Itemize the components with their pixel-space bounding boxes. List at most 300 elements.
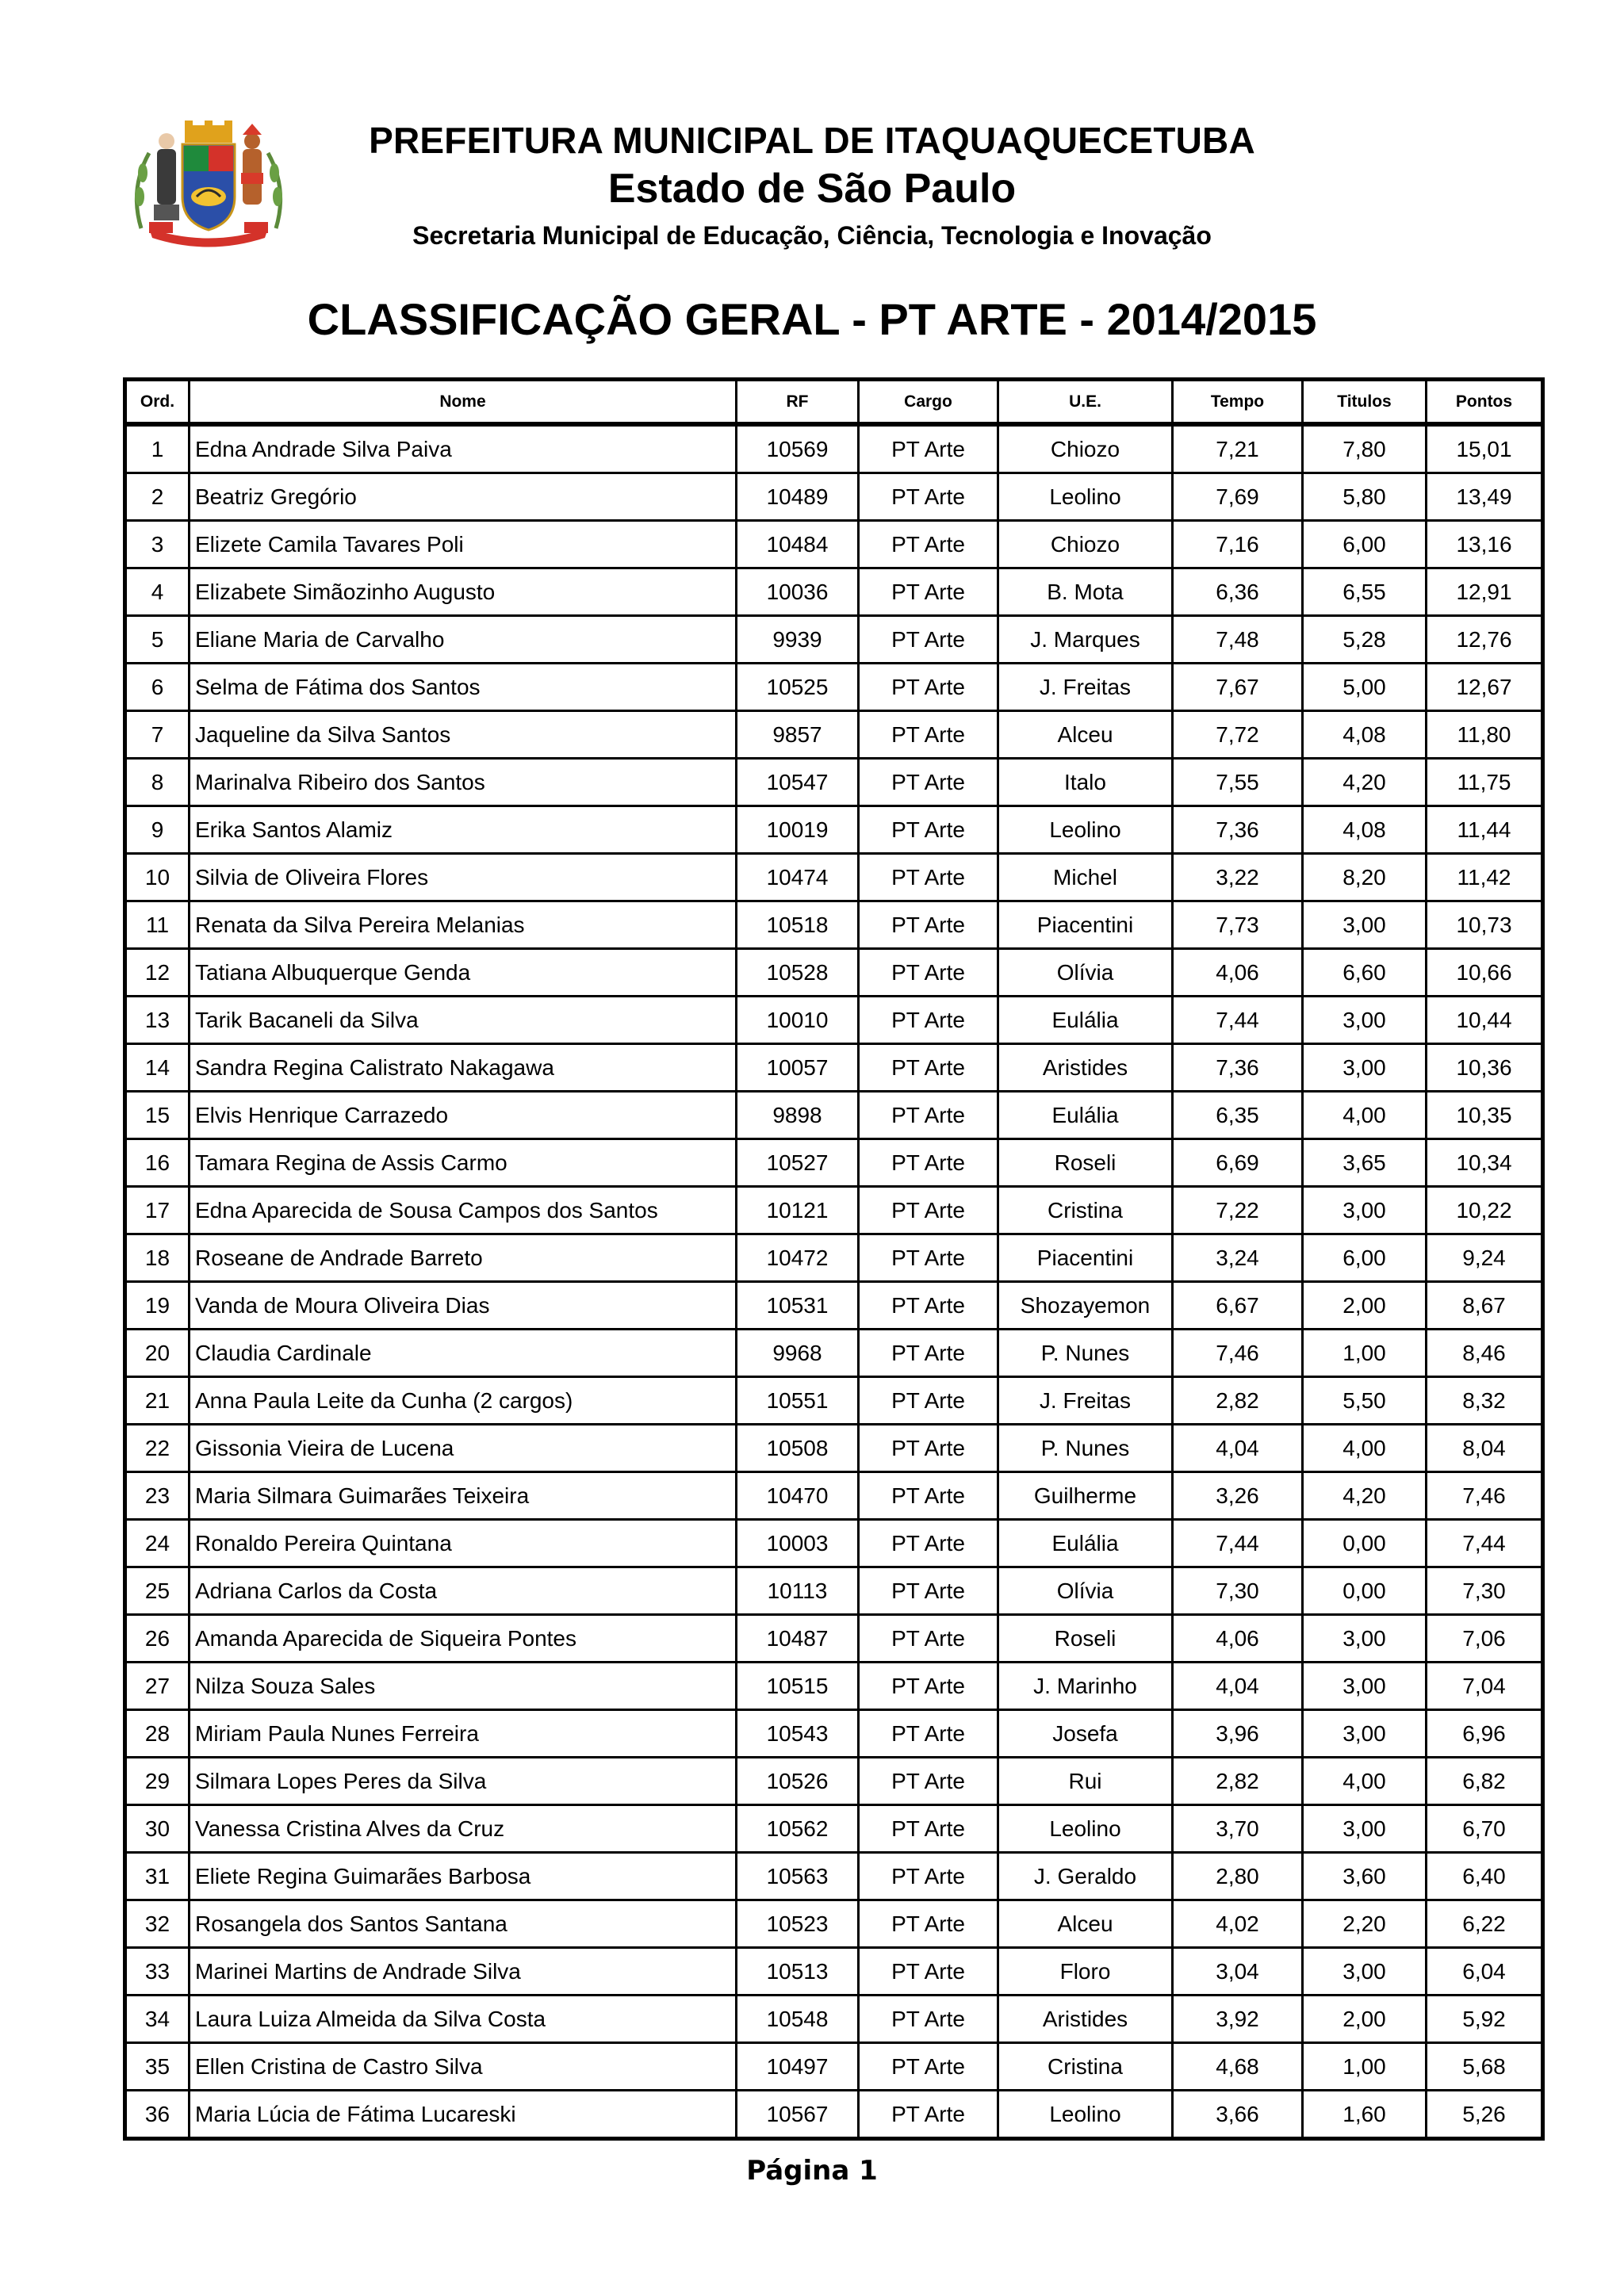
table-row	[125, 1663, 1543, 1710]
cell-tempo: 4,04	[1173, 1663, 1303, 1710]
page-number: Página 1	[746, 2155, 878, 2187]
cell-cargo: PT Arte	[859, 806, 998, 854]
cell-ord: 16	[125, 1139, 190, 1187]
cell-ord: 29	[125, 1758, 190, 1805]
cell-ord: 10	[125, 854, 190, 901]
cell-ord: 32	[125, 1900, 190, 1948]
cell-pontos: 8,67	[1427, 1282, 1543, 1330]
cell-titulos: 6,60	[1303, 949, 1427, 997]
cell-pontos: 13,16	[1427, 521, 1543, 568]
cell-ue: Guilherme	[998, 1472, 1173, 1520]
cell-titulos: 3,00	[1303, 1187, 1427, 1234]
table-row	[125, 1710, 1543, 1758]
cell-nome: Gissonia Vieira de Lucena	[190, 1425, 737, 1472]
column-header-nome: Nome	[190, 380, 737, 425]
cell-titulos: 0,00	[1303, 1567, 1427, 1615]
cell-titulos: 3,00	[1303, 1615, 1427, 1663]
cell-ue: Italo	[998, 759, 1173, 806]
cell-ord: 3	[125, 521, 190, 568]
cell-titulos: 3,00	[1303, 1663, 1427, 1710]
cell-tempo: 4,06	[1173, 949, 1303, 997]
cell-nome: Roseane de Andrade Barreto	[190, 1234, 737, 1282]
cell-tempo: 6,67	[1173, 1282, 1303, 1330]
cell-nome: Eliete Regina Guimarães Barbosa	[190, 1853, 737, 1900]
cell-pontos: 5,26	[1427, 2091, 1543, 2139]
cell-pontos: 5,68	[1427, 2043, 1543, 2091]
cell-pontos: 15,01	[1427, 424, 1543, 473]
state-name: Estado de São Paulo	[607, 166, 1017, 212]
cell-cargo: PT Arte	[859, 1615, 998, 1663]
cell-ue: Leolino	[998, 2091, 1173, 2139]
cell-ue: P. Nunes	[998, 1425, 1173, 1472]
cell-titulos: 4,20	[1303, 1472, 1427, 1520]
cell-pontos: 11,75	[1427, 759, 1543, 806]
cell-titulos: 3,60	[1303, 1853, 1427, 1900]
cell-cargo: PT Arte	[859, 1187, 998, 1234]
column-header-ue: U.E.	[998, 380, 1173, 425]
cell-nome: Silmara Lopes Peres da Silva	[190, 1758, 737, 1805]
cell-pontos: 13,49	[1427, 473, 1543, 521]
cell-cargo: PT Arte	[859, 1425, 998, 1472]
table-row	[125, 1377, 1543, 1425]
cell-cargo: PT Arte	[859, 1377, 998, 1425]
cell-ue: B. Mota	[998, 568, 1173, 616]
cell-tempo: 7,22	[1173, 1187, 1303, 1234]
cell-ue: Eulália	[998, 1092, 1173, 1139]
cell-tempo: 3,96	[1173, 1710, 1303, 1758]
cell-rf: 9968	[737, 1330, 859, 1377]
cell-ue: Piacentini	[998, 901, 1173, 949]
table-row	[125, 1330, 1543, 1377]
cell-rf: 10547	[737, 759, 859, 806]
cell-ord: 11	[125, 901, 190, 949]
cell-pontos: 7,44	[1427, 1520, 1543, 1567]
table-row	[125, 1282, 1543, 1330]
column-header-ord: Ord.	[125, 380, 190, 425]
table-row	[125, 1996, 1543, 2043]
cell-rf: 10036	[737, 568, 859, 616]
cell-titulos: 3,00	[1303, 1710, 1427, 1758]
cell-cargo: PT Arte	[859, 949, 998, 997]
cell-titulos: 3,00	[1303, 1948, 1427, 1996]
cell-nome: Miriam Paula Nunes Ferreira	[190, 1710, 737, 1758]
table-row	[125, 901, 1543, 949]
table-row	[125, 1805, 1543, 1853]
cell-nome: Anna Paula Leite da Cunha (2 cargos)	[190, 1377, 737, 1425]
cell-ue: P. Nunes	[998, 1330, 1173, 1377]
cell-rf: 10474	[737, 854, 859, 901]
table-row	[125, 1139, 1543, 1187]
cell-ord: 9	[125, 806, 190, 854]
municipality-name: PREFEITURA MUNICIPAL DE ITAQUAQUECETUBA	[369, 120, 1255, 161]
cell-pontos: 6,04	[1427, 1948, 1543, 1996]
table-row	[125, 1092, 1543, 1139]
cell-rf: 10531	[737, 1282, 859, 1330]
cell-cargo: PT Arte	[859, 1139, 998, 1187]
cell-ord: 18	[125, 1234, 190, 1282]
cell-rf: 10010	[737, 997, 859, 1044]
cell-cargo: PT Arte	[859, 664, 998, 711]
cell-pontos: 7,30	[1427, 1567, 1543, 1615]
table-row	[125, 2091, 1543, 2139]
cell-ord: 25	[125, 1567, 190, 1615]
cell-titulos: 3,65	[1303, 1139, 1427, 1187]
cell-ord: 36	[125, 2091, 190, 2139]
cell-tempo: 3,70	[1173, 1805, 1303, 1853]
cell-nome: Nilza Souza Sales	[190, 1663, 737, 1710]
table-row	[125, 1425, 1543, 1472]
table-row	[125, 664, 1543, 711]
cell-pontos: 10,22	[1427, 1187, 1543, 1234]
cell-titulos: 3,00	[1303, 1805, 1427, 1853]
cell-nome: Eliane Maria de Carvalho	[190, 616, 737, 664]
cell-nome: Laura Luiza Almeida da Silva Costa	[190, 1996, 737, 2043]
cell-ue: Cristina	[998, 2043, 1173, 2091]
cell-titulos: 5,50	[1303, 1377, 1427, 1425]
cell-rf: 10113	[737, 1567, 859, 1615]
cell-titulos: 4,08	[1303, 711, 1427, 759]
table-row	[125, 759, 1543, 806]
column-header-cargo: Cargo	[859, 380, 998, 425]
cell-ord: 24	[125, 1520, 190, 1567]
cell-ord: 35	[125, 2043, 190, 2091]
cell-cargo: PT Arte	[859, 1663, 998, 1710]
cell-cargo: PT Arte	[859, 1092, 998, 1139]
cell-pontos: 6,96	[1427, 1710, 1543, 1758]
cell-cargo: PT Arte	[859, 1282, 998, 1330]
cell-ue: Olívia	[998, 1567, 1173, 1615]
cell-cargo: PT Arte	[859, 901, 998, 949]
cell-tempo: 7,30	[1173, 1567, 1303, 1615]
cell-nome: Marinei Martins de Andrade Silva	[190, 1948, 737, 1996]
cell-pontos: 10,35	[1427, 1092, 1543, 1139]
cell-titulos: 2,00	[1303, 1282, 1427, 1330]
cell-tempo: 7,21	[1173, 424, 1303, 473]
cell-tempo: 7,72	[1173, 711, 1303, 759]
cell-nome: Beatriz Gregório	[190, 473, 737, 521]
cell-pontos: 10,66	[1427, 949, 1543, 997]
cell-ord: 4	[125, 568, 190, 616]
cell-rf: 10489	[737, 473, 859, 521]
cell-ord: 8	[125, 759, 190, 806]
cell-titulos: 1,60	[1303, 2091, 1427, 2139]
cell-tempo: 6,35	[1173, 1092, 1303, 1139]
cell-ord: 6	[125, 664, 190, 711]
cell-tempo: 7,36	[1173, 1044, 1303, 1092]
cell-rf: 10525	[737, 664, 859, 711]
cell-cargo: PT Arte	[859, 1330, 998, 1377]
cell-rf: 10518	[737, 901, 859, 949]
cell-titulos: 4,00	[1303, 1425, 1427, 1472]
cell-rf: 9857	[737, 711, 859, 759]
cell-nome: Tatiana Albuquerque Genda	[190, 949, 737, 997]
cell-rf: 10562	[737, 1805, 859, 1853]
column-header-tempo: Tempo	[1173, 380, 1303, 425]
cell-ord: 13	[125, 997, 190, 1044]
cell-cargo: PT Arte	[859, 759, 998, 806]
cell-ue: J. Geraldo	[998, 1853, 1173, 1900]
cell-ue: J. Freitas	[998, 1377, 1173, 1425]
cell-nome: Adriana Carlos da Costa	[190, 1567, 737, 1615]
cell-ue: J. Marinho	[998, 1663, 1173, 1710]
cell-pontos: 9,24	[1427, 1234, 1543, 1282]
cell-ord: 26	[125, 1615, 190, 1663]
cell-tempo: 4,02	[1173, 1900, 1303, 1948]
document-title: CLASSIFICAÇÃO GERAL - PT ARTE - 2014/2015	[307, 294, 1317, 344]
cell-ue: Leolino	[998, 1805, 1173, 1853]
cell-ue: J. Marques	[998, 616, 1173, 664]
cell-cargo: PT Arte	[859, 1948, 998, 1996]
cell-cargo: PT Arte	[859, 854, 998, 901]
cell-pontos: 11,44	[1427, 806, 1543, 854]
table-row	[125, 1187, 1543, 1234]
cell-ue: Chiozo	[998, 521, 1173, 568]
cell-rf: 10121	[737, 1187, 859, 1234]
cell-ord: 27	[125, 1663, 190, 1710]
cell-rf: 10563	[737, 1853, 859, 1900]
column-header-rf: RF	[737, 380, 859, 425]
cell-nome: Silvia de Oliveira Flores	[190, 854, 737, 901]
cell-ue: Aristides	[998, 1996, 1173, 2043]
cell-rf: 10523	[737, 1900, 859, 1948]
cell-pontos: 8,04	[1427, 1425, 1543, 1472]
cell-nome: Sandra Regina Calistrato Nakagawa	[190, 1044, 737, 1092]
cell-nome: Rosangela dos Santos Santana	[190, 1900, 737, 1948]
cell-ue: Roseli	[998, 1615, 1173, 1663]
cell-titulos: 6,00	[1303, 1234, 1427, 1282]
table-row	[125, 1758, 1543, 1805]
cell-nome: Edna Andrade Silva Paiva	[190, 424, 737, 473]
cell-ue: Roseli	[998, 1139, 1173, 1187]
table-row	[125, 1615, 1543, 1663]
cell-titulos: 2,20	[1303, 1900, 1427, 1948]
cell-nome: Jaqueline da Silva Santos	[190, 711, 737, 759]
cell-tempo: 6,36	[1173, 568, 1303, 616]
cell-pontos: 6,40	[1427, 1853, 1543, 1900]
cell-ord: 1	[125, 424, 190, 473]
cell-ord: 2	[125, 473, 190, 521]
cell-tempo: 7,44	[1173, 1520, 1303, 1567]
secretariat-name: Secretaria Municipal de Educação, Ciência, Tecnologia e Inovação	[412, 221, 1212, 250]
cell-cargo: PT Arte	[859, 473, 998, 521]
cell-pontos: 7,06	[1427, 1615, 1543, 1663]
cell-rf: 9939	[737, 616, 859, 664]
cell-pontos: 6,22	[1427, 1900, 1543, 1948]
cell-titulos: 5,00	[1303, 664, 1427, 711]
cell-rf: 10526	[737, 1758, 859, 1805]
cell-nome: Elizete Camila Tavares Poli	[190, 521, 737, 568]
column-header-pontos: Pontos	[1427, 380, 1543, 425]
cell-tempo: 3,26	[1173, 1472, 1303, 1520]
cell-ord: 30	[125, 1805, 190, 1853]
table-row	[125, 1853, 1543, 1900]
cell-rf: 10543	[737, 1710, 859, 1758]
cell-rf: 10472	[737, 1234, 859, 1282]
cell-ue: Michel	[998, 854, 1173, 901]
cell-ord: 31	[125, 1853, 190, 1900]
cell-ord: 21	[125, 1377, 190, 1425]
table-row	[125, 568, 1543, 616]
cell-ue: Floro	[998, 1948, 1173, 1996]
cell-tempo: 7,69	[1173, 473, 1303, 521]
cell-tempo: 3,04	[1173, 1948, 1303, 1996]
cell-ue: Eulália	[998, 997, 1173, 1044]
cell-ue: Leolino	[998, 473, 1173, 521]
cell-cargo: PT Arte	[859, 1996, 998, 2043]
cell-titulos: 5,80	[1303, 473, 1427, 521]
cell-titulos: 0,00	[1303, 1520, 1427, 1567]
cell-ord: 7	[125, 711, 190, 759]
cell-cargo: PT Arte	[859, 1567, 998, 1615]
cell-cargo: PT Arte	[859, 1805, 998, 1853]
cell-rf: 10527	[737, 1139, 859, 1187]
cell-ue: Cristina	[998, 1187, 1173, 1234]
table-row	[125, 949, 1543, 997]
table-row	[125, 473, 1543, 521]
table-row	[125, 521, 1543, 568]
cell-pontos: 10,44	[1427, 997, 1543, 1044]
cell-rf: 10569	[737, 424, 859, 473]
cell-ord: 23	[125, 1472, 190, 1520]
table-row	[125, 806, 1543, 854]
cell-titulos: 3,00	[1303, 1044, 1427, 1092]
cell-pontos: 10,73	[1427, 901, 1543, 949]
cell-nome: Selma de Fátima dos Santos	[190, 664, 737, 711]
cell-rf: 10497	[737, 2043, 859, 2091]
cell-tempo: 2,82	[1173, 1758, 1303, 1805]
cell-rf: 10567	[737, 2091, 859, 2139]
cell-ue: Olívia	[998, 949, 1173, 997]
cell-nome: Ellen Cristina de Castro Silva	[190, 2043, 737, 2091]
cell-rf: 10515	[737, 1663, 859, 1710]
cell-rf: 10470	[737, 1472, 859, 1520]
table-row	[125, 854, 1543, 901]
cell-pontos: 10,34	[1427, 1139, 1543, 1187]
cell-tempo: 7,44	[1173, 997, 1303, 1044]
cell-pontos: 6,70	[1427, 1805, 1543, 1853]
cell-ue: Aristides	[998, 1044, 1173, 1092]
column-header-titulos: Titulos	[1303, 380, 1427, 425]
cell-cargo: PT Arte	[859, 424, 998, 473]
cell-nome: Vanda de Moura Oliveira Dias	[190, 1282, 737, 1330]
cell-cargo: PT Arte	[859, 1710, 998, 1758]
cell-rf: 10019	[737, 806, 859, 854]
cell-ord: 15	[125, 1092, 190, 1139]
cell-nome: Claudia Cardinale	[190, 1330, 737, 1377]
cell-ord: 34	[125, 1996, 190, 2043]
cell-rf: 10484	[737, 521, 859, 568]
cell-ord: 20	[125, 1330, 190, 1377]
table-row	[125, 1520, 1543, 1567]
cell-nome: Renata da Silva Pereira Melanias	[190, 901, 737, 949]
cell-rf: 10548	[737, 1996, 859, 2043]
cell-ord: 28	[125, 1710, 190, 1758]
cell-cargo: PT Arte	[859, 1234, 998, 1282]
cell-nome: Amanda Aparecida de Siqueira Pontes	[190, 1615, 737, 1663]
cell-cargo: PT Arte	[859, 521, 998, 568]
cell-titulos: 4,00	[1303, 1758, 1427, 1805]
cell-ord: 33	[125, 1948, 190, 1996]
cell-ue: J. Freitas	[998, 664, 1173, 711]
cell-ord: 22	[125, 1425, 190, 1472]
table-row	[125, 711, 1543, 759]
cell-nome: Maria Lúcia de Fátima Lucareski	[190, 2091, 737, 2139]
cell-pontos: 8,46	[1427, 1330, 1543, 1377]
cell-ord: 5	[125, 616, 190, 664]
cell-rf: 10513	[737, 1948, 859, 1996]
cell-cargo: PT Arte	[859, 1520, 998, 1567]
cell-ue: Leolino	[998, 806, 1173, 854]
cell-pontos: 12,67	[1427, 664, 1543, 711]
cell-ord: 14	[125, 1044, 190, 1092]
cell-ue: Chiozo	[998, 424, 1173, 473]
cell-titulos: 3,00	[1303, 997, 1427, 1044]
cell-rf: 10487	[737, 1615, 859, 1663]
cell-titulos: 5,28	[1303, 616, 1427, 664]
cell-tempo: 7,73	[1173, 901, 1303, 949]
cell-titulos: 1,00	[1303, 2043, 1427, 2091]
cell-nome: Tamara Regina de Assis Carmo	[190, 1139, 737, 1187]
cell-nome: Tarik Bacaneli da Silva	[190, 997, 737, 1044]
document-header	[0, 0, 1624, 270]
cell-cargo: PT Arte	[859, 2091, 998, 2139]
cell-titulos: 6,00	[1303, 521, 1427, 568]
cell-ue: Shozayemon	[998, 1282, 1173, 1330]
table-body	[125, 424, 1543, 2139]
cell-ue: Josefa	[998, 1710, 1173, 1758]
cell-pontos: 10,36	[1427, 1044, 1543, 1092]
cell-rf: 10528	[737, 949, 859, 997]
cell-ord: 17	[125, 1187, 190, 1234]
cell-pontos: 6,82	[1427, 1758, 1543, 1805]
cell-tempo: 7,48	[1173, 616, 1303, 664]
classification-table	[123, 377, 1545, 2141]
cell-nome: Maria Silmara Guimarães Teixeira	[190, 1472, 737, 1520]
cell-nome: Edna Aparecida de Sousa Campos dos Santos	[190, 1187, 737, 1234]
cell-ord: 19	[125, 1282, 190, 1330]
cell-tempo: 7,36	[1173, 806, 1303, 854]
cell-nome: Ronaldo Pereira Quintana	[190, 1520, 737, 1567]
cell-tempo: 7,55	[1173, 759, 1303, 806]
cell-ue: Piacentini	[998, 1234, 1173, 1282]
cell-cargo: PT Arte	[859, 997, 998, 1044]
cell-tempo: 3,92	[1173, 1996, 1303, 2043]
cell-pontos: 11,80	[1427, 711, 1543, 759]
cell-tempo: 2,82	[1173, 1377, 1303, 1425]
cell-ue: Alceu	[998, 1900, 1173, 1948]
cell-ord: 12	[125, 949, 190, 997]
cell-nome: Marinalva Ribeiro dos Santos	[190, 759, 737, 806]
cell-rf: 10057	[737, 1044, 859, 1092]
cell-pontos: 5,92	[1427, 1996, 1543, 2043]
cell-tempo: 3,24	[1173, 1234, 1303, 1282]
cell-titulos: 2,00	[1303, 1996, 1427, 2043]
cell-rf: 9898	[737, 1092, 859, 1139]
cell-titulos: 7,80	[1303, 424, 1427, 473]
cell-ue: Eulália	[998, 1520, 1173, 1567]
cell-cargo: PT Arte	[859, 1758, 998, 1805]
cell-tempo: 7,67	[1173, 664, 1303, 711]
cell-nome: Erika Santos Alamiz	[190, 806, 737, 854]
cell-pontos: 7,04	[1427, 1663, 1543, 1710]
table-row	[125, 1567, 1543, 1615]
cell-tempo: 2,80	[1173, 1853, 1303, 1900]
cell-cargo: PT Arte	[859, 568, 998, 616]
cell-ue: Rui	[998, 1758, 1173, 1805]
cell-cargo: PT Arte	[859, 1472, 998, 1520]
cell-rf: 10508	[737, 1425, 859, 1472]
table-row	[125, 424, 1543, 473]
